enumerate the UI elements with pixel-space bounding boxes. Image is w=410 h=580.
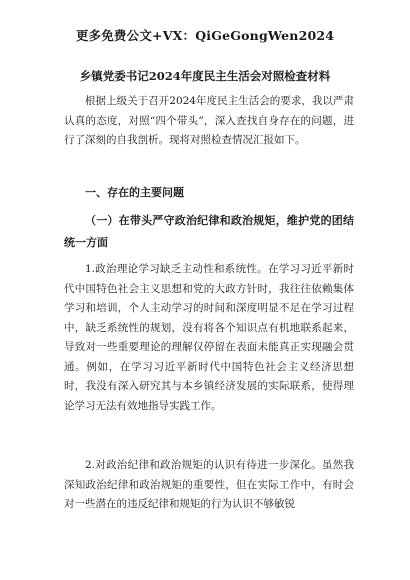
- subsection-heading: （一）在带头严守政治纪律和政治规矩，维护党的团结统一方面: [64, 214, 354, 249]
- section-heading: 一、存在的主要问题: [85, 186, 184, 199]
- item-paragraph-2: 2.对政治纪律和政治规矩的认识有待进一步深化。虽然我深知政治纪律和政治规矩的重要性，但在实际工作中，有时会对一些潜在的违反纪律和规矩的行为认识不够敏锐: [64, 459, 354, 510]
- document-title: 乡镇党委书记2024年度民主生活会对照检查材料: [79, 69, 331, 83]
- intro-paragraph: 根据上级关于召开2024年度民主生活会的要求，我以严肃认真的态度，对照“四个带头”，深入查找自身存在的问题，进行了深刻的自我剖析。现将对照检查情况汇报如下。: [64, 95, 354, 146]
- item-paragraph-1: 1.政治理论学习缺乏主动性和系统性。在学习习近平新时代中国特色社会主义思想和党的大政方针时，我往往依赖集体学习和培训，个人主动学习的时间和深度明显不足在学习过程中，缺乏系统性的规划，没有将各个知识点有机地联系起来，导致对一些重要理论的理解仅停留在表面未能真正实现融会贯通。例如，在学习习近平新时代中国特色社会主义经济思想时，我没有深入研究其与本乡镇经济发展的实际联系，使得理论学习无法有效地指导实践工作。: [64, 263, 354, 412]
- watermark-text: 更多免费公文+VX：QiGeGongWen2024: [75, 28, 335, 43]
